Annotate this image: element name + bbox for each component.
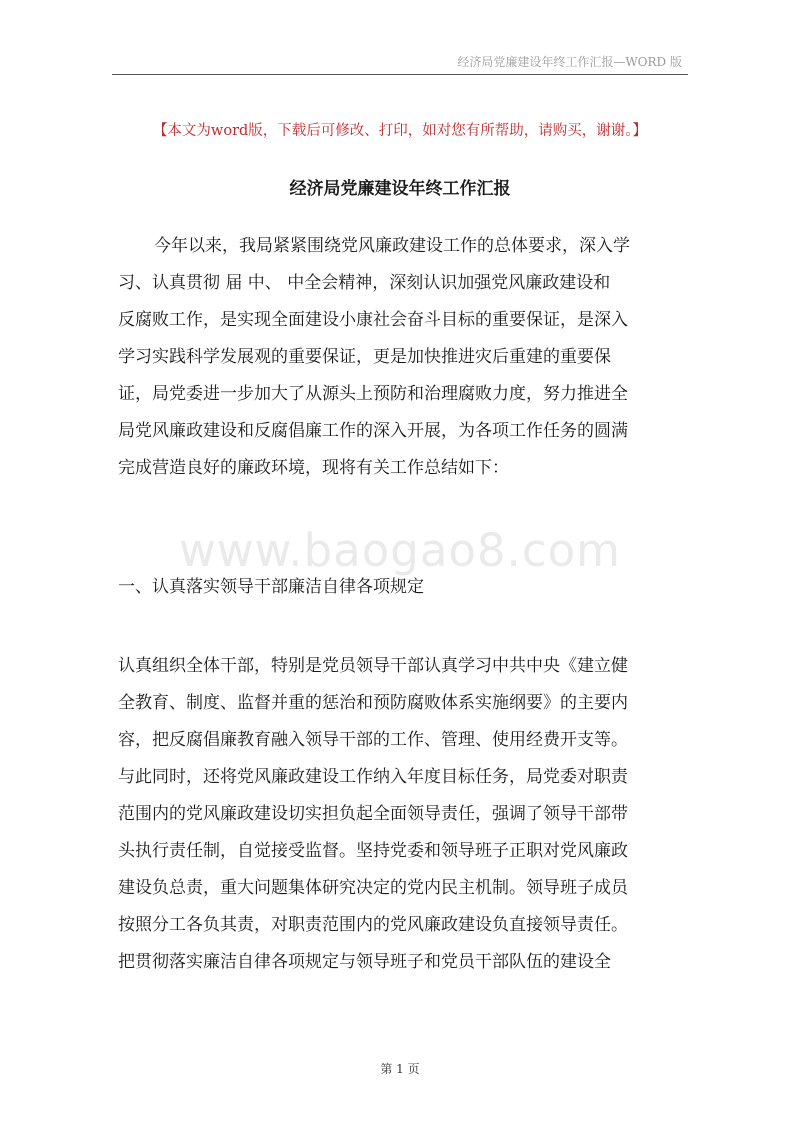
paragraph-line: 学习实践科学发展观的重要保证，更是加快推进灾后重建的重要保 [118, 347, 611, 367]
paragraph-line: 认真组织全体干部，特别是党员领导干部认真学习中共中央《建立健 [118, 656, 628, 676]
paragraph-line: 范围内的党风廉政建设切实担负起全面领导责任，强调了领导干部带 [118, 804, 628, 824]
paragraph-line: 按照分工各负其责，对职责范围内的党风廉政建设负直接领导责任。 [118, 915, 628, 935]
paragraph-line: 与此同时，还将党风廉政建设工作纳入年度目标任务，局党委对职责 [118, 767, 628, 787]
body-paragraph [118, 648, 688, 981]
paragraph-line: 头执行责任制，自觉接受监督。坚持党委和领导班子正职对党风廉政 [118, 841, 628, 861]
paragraph-line: 习、认真贯彻 届 中、 中全会精神，深刻认识加强党风廉政建设和 [118, 273, 611, 293]
paragraph-line: 把贯彻落实廉洁自律各项规定与领导班子和党员干部队伍的建设全 [118, 952, 611, 972]
paragraph-line: 容，把反腐倡廉教育融入领导干部的工作、管理、使用经费开支等。 [118, 730, 628, 750]
paragraph-line: 全教育、制度、监督并重的惩治和预防腐败体系实施纲要》的主要内 [118, 693, 628, 713]
paragraph-line: 局党风廉政建设和反腐倡廉工作的深入开展，为各项工作任务的圆满 [118, 421, 628, 441]
paragraph-line: 今年以来，我局紧紧围绕党风廉政建设工作的总体要求，深入学 [154, 236, 630, 256]
page-number: 第 1 页 [380, 1062, 420, 1076]
download-notice: 【本文为word版，下载后可修改、打印，如对您有所帮助，请购买，谢谢。】 [152, 123, 648, 139]
paragraph-line: 完成营造良好的廉政环境，现将有关工作总结如下： [118, 458, 509, 478]
page-header-text: 经济局党廉建设年终工作汇报—WORD 版 [457, 55, 682, 69]
paragraph-line: 证，局党委进一步加大了从源头上预防和治理腐败力度，努力推进全 [118, 384, 628, 404]
paragraph-line: 反腐败工作，是实现全面建设小康社会奋斗目标的重要保证，是深入 [118, 310, 628, 330]
watermark: www.baogao8.com [179, 524, 621, 577]
header-rule [112, 74, 688, 75]
paragraph-line: 建设负总责，重大问题集体研究决定的党内民主机制。领导班子成员 [118, 878, 628, 898]
document-title: 经济局党廉建设年终工作汇报 [289, 179, 511, 199]
intro-paragraph [118, 228, 688, 487]
section-heading: 一、认真落实领导干部廉洁自律各项规定 [118, 577, 424, 597]
